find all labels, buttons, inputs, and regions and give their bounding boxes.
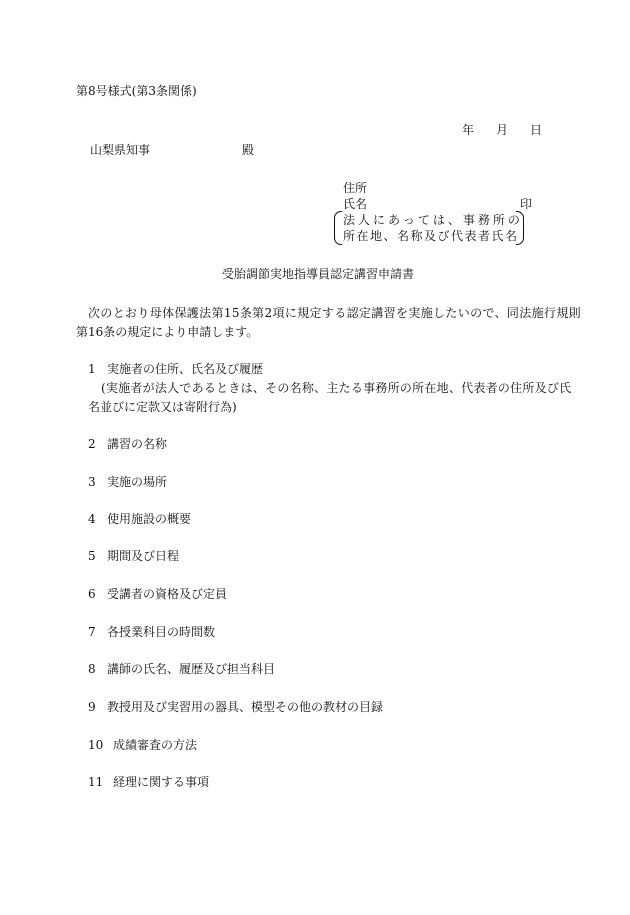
document-title: 受胎調節実地指導員認定講習申請書 [222, 267, 415, 281]
seal-mark: 印 [520, 197, 533, 211]
date-month-label: 月 [496, 123, 509, 137]
item-number: 5 [88, 549, 96, 563]
item-text: 実施の場所 [107, 475, 168, 489]
item-number: 7 [88, 625, 96, 639]
item-number: 4 [88, 512, 96, 526]
item-text: 講師の氏名、履歴及び担当科目 [107, 662, 276, 676]
left-bracket [334, 211, 342, 245]
item-text: 受講者の資格及び定員 [107, 587, 228, 601]
item-text: 講習の名称 [107, 437, 168, 451]
right-bracket [516, 211, 524, 245]
item-number: 1 [88, 362, 96, 376]
item-number: 8 [88, 662, 96, 676]
addressee-suffix: 殿 [242, 143, 255, 157]
date-day-label: 日 [530, 123, 543, 137]
item-number: 6 [88, 587, 96, 601]
date-year-label: 年 [462, 123, 475, 137]
item-1-note-line-1: (実施者が法人であるときは、その名称、主たる事務所の所在地、代表者の住所及び氏 [101, 381, 572, 395]
form-number: 第8号様式(第3条関係) [76, 84, 197, 98]
item-text: 経理に関する事項 [113, 775, 210, 789]
applicant-name-label: 氏名 [343, 197, 368, 211]
corporation-note-line-1: 法人にあっては、事務所の [343, 213, 523, 227]
item-text: 教授用及び実習用の器具、模型その他の教材の目録 [107, 700, 384, 714]
intro-line-2: 第16条の規定により申請します。 [76, 325, 259, 339]
item-text: 期間及び日程 [107, 549, 180, 563]
item-text: 実施者の住所、氏名及び履歴 [107, 362, 264, 376]
item-number: 3 [88, 475, 96, 489]
item-text: 成績審査の方法 [113, 738, 198, 752]
item-number: 9 [88, 700, 96, 714]
item-number: 10 [88, 738, 104, 752]
applicant-address-label: 住所 [343, 181, 368, 195]
intro-line-1: 次のとおり母体保護法第15条第2項に規定する認定講習を実施したいので、同法施行規則 [88, 306, 582, 320]
item-1-note-line-2: 名並びに定款又は寄附行為) [88, 400, 237, 414]
corporation-note-line-2: 所在地、名称及び代表者氏名 [343, 229, 519, 243]
item-text: 各授業科目の時間数 [107, 625, 216, 639]
addressee: 山梨県知事 [90, 143, 151, 157]
corporation-note [334, 211, 524, 245]
item-number: 11 [88, 775, 104, 789]
item-text: 使用施設の概要 [107, 512, 192, 526]
date-line [462, 123, 542, 137]
item-number: 2 [88, 437, 96, 451]
